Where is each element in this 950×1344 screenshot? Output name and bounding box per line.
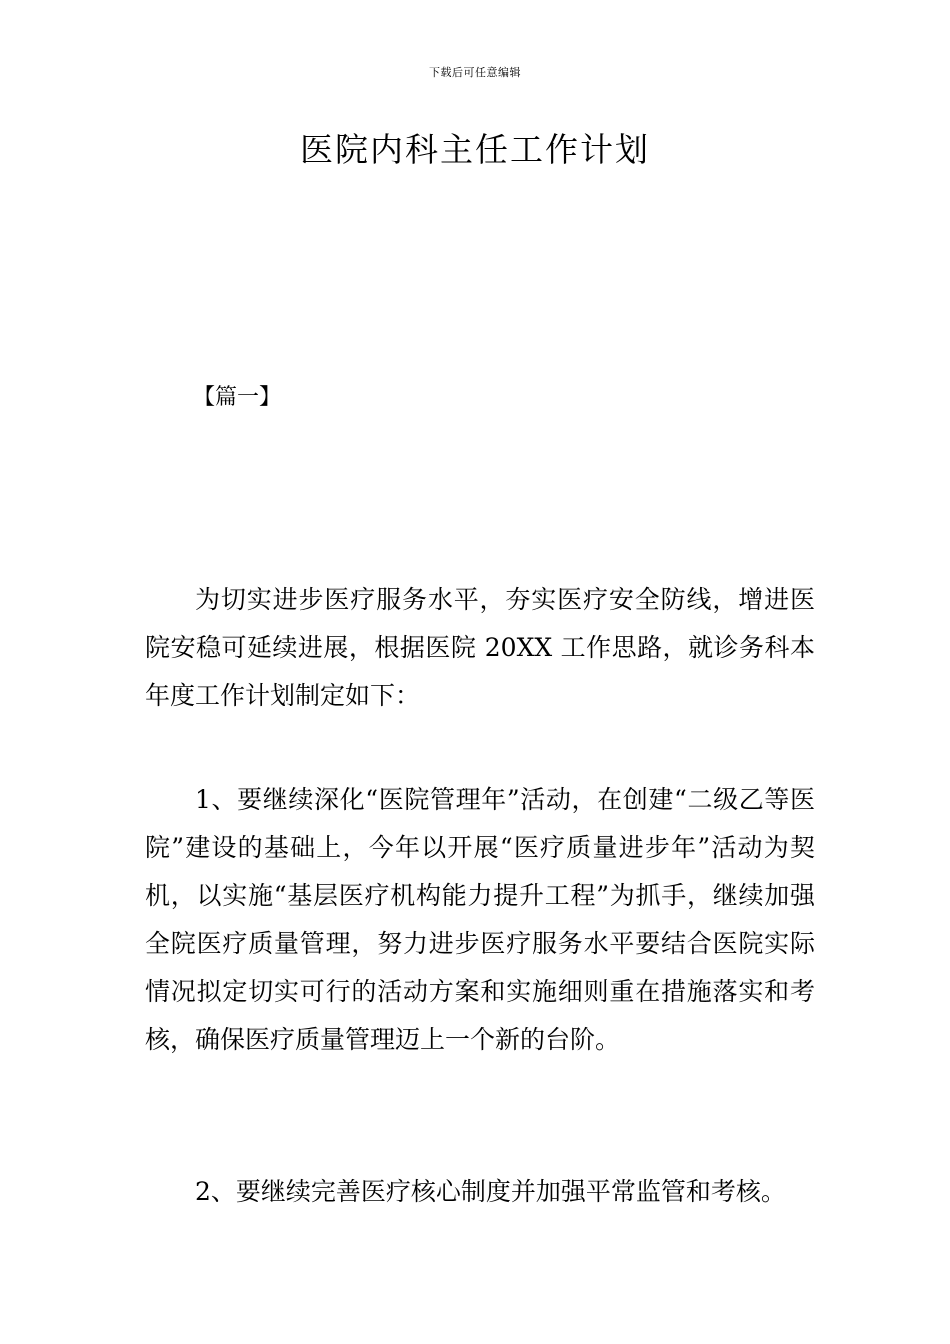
body-paragraph-1: 为切实进步医疗服务水平，夯实医疗安全防线，增进医院安稳可延续进展，根据医院 20XX 工作思路，就诊务科本年度工作计划制定如下：	[145, 585, 815, 710]
body-paragraph-2: 1、要继续深化“医院管理年”活动，在创建“二级乙等医院”建设的基础上，今年以开展“医疗质量进步年”活动为契机，以实施“基层医疗机构能力提升工程”为抓手，继续加强全院医疗质量管理，努力进步医疗服务水平要结合医院实际情况拟定切实可行的活动方案和实施细则重在措施落实和考核，确保医疗质量管理迈上一个新的台阶。	[145, 785, 815, 1054]
header-note: 下载后可任意编辑	[429, 66, 521, 79]
page-title: 医院内科主任工作计划	[300, 130, 650, 169]
body-paragraph-3: 2、要继续完善医疗核心制度并加强平常监管和考核。	[195, 1177, 786, 1206]
section-label: 【篇一】	[193, 385, 282, 410]
